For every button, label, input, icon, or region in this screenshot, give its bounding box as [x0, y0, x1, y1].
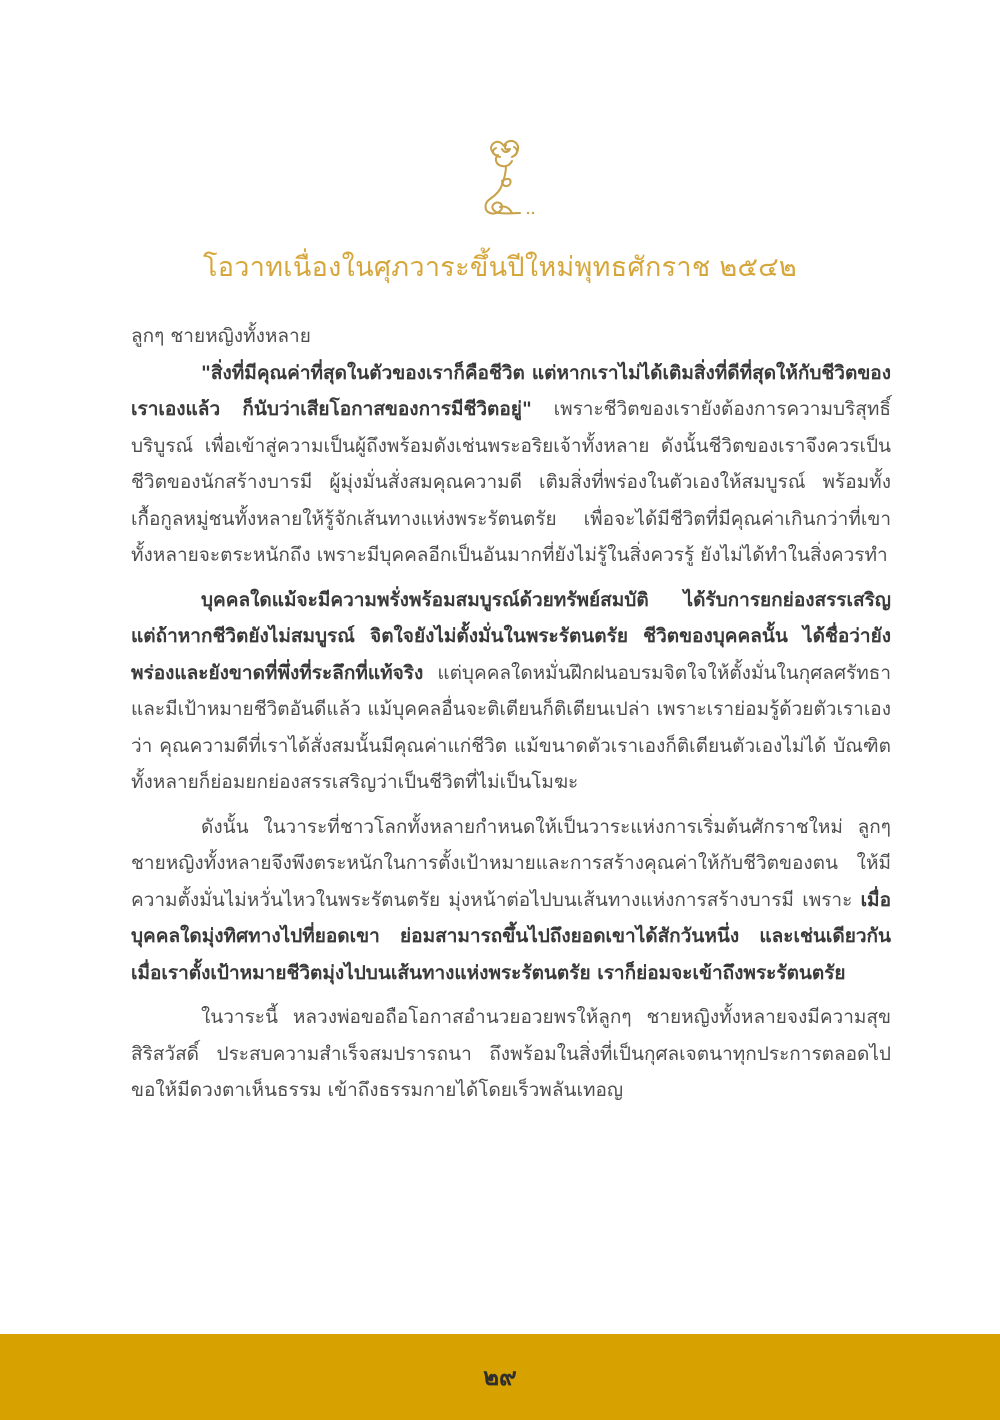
page-number: ๒๙ [483, 1363, 517, 1391]
paragraph-1-text: เพราะชีวิตของเรายังต้องการความบริสุทธิ์บริบูรณ์ เพื่อเข้าสู่ความเป็นผู้ถึงพร้อมดังเช่นพระอริยเจ้าทั้งหลาย ดังนั้นชีวิตของเราจึงควรเป็นชีวิตของนักสร้างบารมี ผู้มุ่งมั่นสั่งสมคุณความดี เติมสิ่งที่พร่องในตัวเองให้สมบูรณ์ พร้อมทั้งเกื้อกูลหมู่ชนทั้งหลายให้รู้จักเส้นทางแห่งพระรัตนตรัย เพื่อจะได้มีชีวิตที่มีคุณค่าเกินกว่าที่เขาทั้งหลายจะตระหนักถึง เพราะมีบุคคลอีกเป็นอันมากที่ยังไม่รู้ในสิ่งควรรู้ ยังไม่ได้ทำในสิ่งควรทำ [131, 398, 891, 566]
paragraph-4 [131, 999, 891, 1109]
page-title: โอวาทเนื่องในศุภวาระขึ้นปีใหม่พุทธศักราช ๒๕๔๒ [202, 252, 798, 283]
paragraph-1 [131, 355, 891, 574]
paragraph-3-bold-text: เมื่อบุคคลใดมุ่งทิศทางไปที่ยอดเขา ย่อมสามารถขึ้นไปถึงยอดเขาได้สักวันหนึ่ง และเช่นเดียวกัน เมื่อเราตั้งเป้าหมายชีวิตมุ่งไปบนเส้นทางแห่งพระรัตนตรัย เราก็ย่อมจะเข้าถึงพระรัตนตรัย [131, 888, 891, 984]
lotus-emblem-icon [462, 135, 552, 230]
salutation: ลูกๆ ชายหญิงทั้งหลาย [131, 325, 311, 347]
paragraph-2-bold-text: บุคคลใดแม้จะมีความพรั่งพร้อมสมบูรณ์ด้วยทรัพย์สมบัติ ได้รับการยกย่องสรรเสริญ แต่ถ้าหากชีวิตยังไม่สมบูรณ์ จิตใจยังไม่ตั้งมั่นในพระรัตนตรัย ชีวิตของบุคคลนั้น ได้ชื่อว่ายังพร่องและยังขาดที่พึ่งที่ระลึกที่แท้จริง [131, 588, 891, 684]
paragraph-2-text: แต่บุคคลใดหมั่นฝึกฝนอบรมจิตใจให้ตั้งมั่นในกุศลศรัทธาและมีเป้าหมายชีวิตอันดีแล้ว แม้บุคคลอื่นจะติเตียนก็ติเตียนเปล่า เพราะเราย่อมรู้ด้วยตัวเราเองว่า คุณความดีที่เราได้สั่งสมนั้นมีคุณค่าแก่ชีวิต แม้ขนาดตัวเราเองก็ติเตียนตัวเองไม่ได้ บัณฑิตทั้งหลายก็ย่อมยกย่องสรรเสริญว่าเป็นชีวิตที่ไม่เป็นโมฆะ [131, 661, 891, 793]
paragraph-2 [131, 582, 891, 801]
paragraph-4-text: ในวาระนี้ หลวงพ่อขอถือโอกาสอำนวยอวยพรให้ลูกๆ ชายหญิงทั้งหลายจงมีความสุขสิริสวัสดิ์ ประสบความสำเร็จสมปรารถนา ถึงพร้อมในสิ่งที่เป็นกุศลเจตนาทุกประการตลอดไป ขอให้มีดวงตาเห็นธรรม เข้าถึงธรรมกายได้โดยเร็วพลันเทอญ [131, 1006, 891, 1101]
paragraph-3 [131, 809, 891, 992]
document-body [131, 318, 891, 1109]
paragraph-1-bold-quote: "สิ่งที่มีคุณค่าที่สุดในตัวของเราก็คือชีวิต แต่หากเราไม่ได้เติมสิ่งที่ดีที่สุดให้กับชีวิตของเราเองแล้ว ก็นับว่าเสียโอกาสของการมีชีวิตอยู่" [131, 361, 891, 420]
paragraph-3-text: ดังนั้น ในวาระที่ชาวโลกทั้งหลายกำหนดให้เป็นวาระแห่งการเริ่มต้นศักราชใหม่ ลูกๆ ชายหญิงทั้งหลายจึงพึงตระหนักในการตั้งเป้าหมายและการสร้างคุณค่าให้กับชีวิตของตน ให้มีความตั้งมั่นไม่หวั่นไหวในพระรัตนตรัย มุ่งหน้าต่อไปบนเส้นทางแห่งการสร้างบารมี เพราะ [131, 815, 891, 911]
